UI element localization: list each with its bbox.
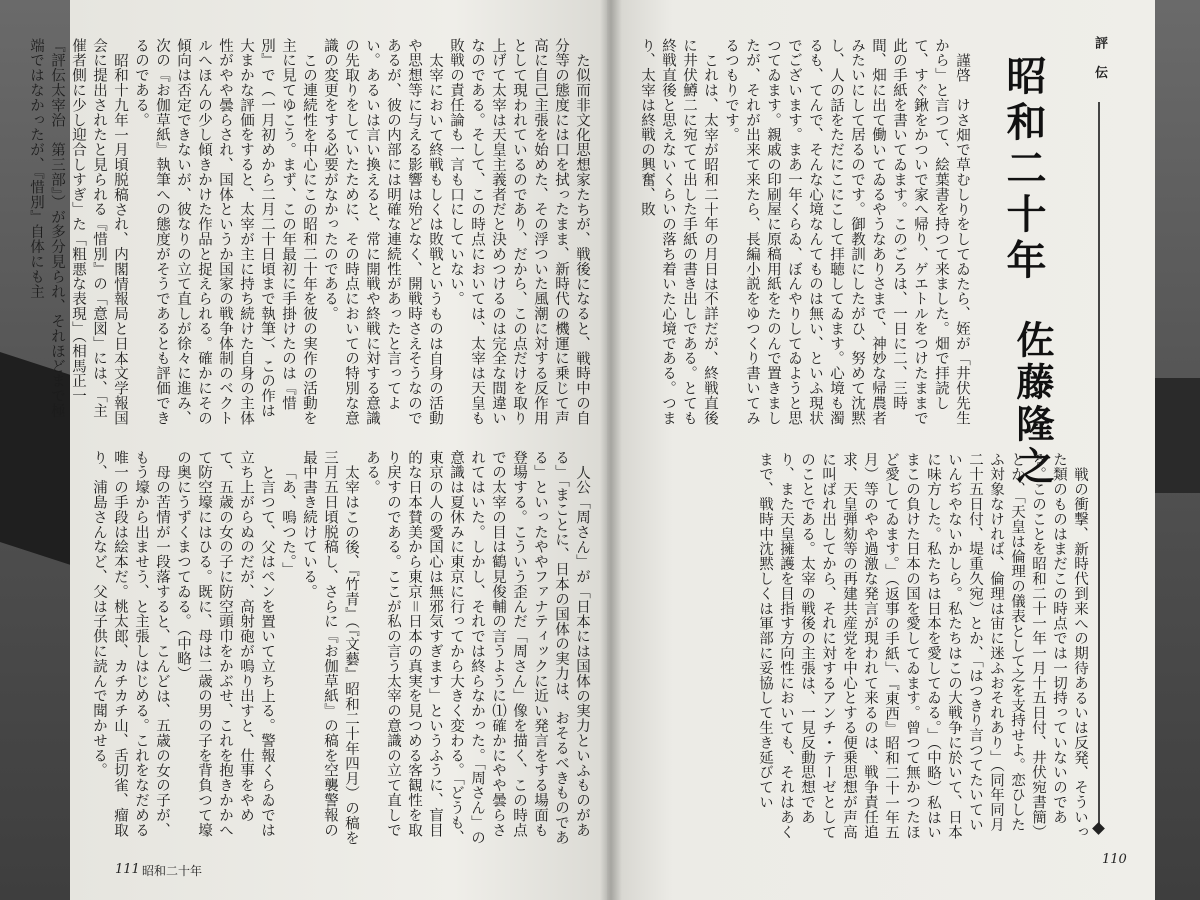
running-head: 評 伝 [1092, 36, 1107, 85]
paragraph: た似而非文化思想家たちが、戦後になると、戦時中の自分等の態度には口を拭ったまま、新時代の機運に乗じて声高に自己主張を始めた、その浮ついた風潮に対する反作用として現われているのであり、だから、この点だけを取り上げて太宰は天皇主義者だと決めつけるのは完全な間違いなのである。そして、この時点においては、太宰は天皇も敗戦の責任論も一言も口にしていない。 [448, 38, 590, 426]
right-top-text [639, 38, 972, 430]
running-head-rule [1098, 102, 1100, 824]
paragraph: 太宰において終戦もしくは敗戦というものは自身の活動や思想等に与える影響は殆どなく、開戦時さえそうなのであるが、彼の内部には明確な連続性があったと言ってよい。あるいは言い換えると、常に開戦や終戦に対する意識の先取りをしていたために、その時点においての特別な意識の変更をする必要がなかったのである。 [322, 38, 443, 426]
paragraph: 人公「周さん」が「日本には国体の実力といふものがある」「まことに、日本の国体の実力は、おそるべきものである」といったややファナティックに近い発言をする場面も登場する。こういう歪んだ「周さん」像を描く、この時点での太宰の目は鶴見俊輔の言うように⑴確かにやや曇らされてはいた。しかし、それでは終らなかった。「周さん」の意識は夏休みに東京に行ってから大きく変わる。「どうも、東京の人の愛国心は無邪気すぎます」というふうに、盲目的な日本賛美から東京＝日本の真実を見つめる客観性を取り戻すのである。ここが私の言う太宰の意識の立て直しである。 [364, 450, 590, 846]
paragraph: 太宰はこの後、『竹青』（『文藝』昭和二十年四月）の稿を三月五日頃脱稿し、さらに『お伽草紙』の稿を空襲警報の最中書き続けている。 [301, 450, 359, 846]
paragraph: 戦の衝撃、新時代到来への期待あるいは反発、そういった類のものはまだこの時点では一切持っていないのである。このことを昭和二十一年一月十五日付、井伏宛書簡）とか、「天皇は倫理の儀表として之を支持せよ。恋ひしたふ対象なければ、倫理は宙に迷ふおそれあり」（同年同月二十五日付、堤重久宛）とか、「はつきり言つてたいていいんぢやないかしら。私たちはこの大戦争に於いて、日本に味方した。私たちは日本を愛してゐる。」（中略）私はいまこの負けた日本の国を愛してゐます。曾つて無かつたほど愛してゐます。」（返事の手紙」、『東西』昭和二十一年五月）等のやや過激な発言が現われて来るのは、戦争責任追求、天皇弾劾等の再建共産党を中心とする便乗思想が声高に叫ばれ出してから、それに対するアンチ・テーゼとしてのことである。太宰の戦後の主張は、一見反動思想であり、また天皇擁護を目指す方向性においても、それはあくまで、戦時中沈黙しくは軍部に妥協して生き延びてい [757, 452, 1088, 841]
left-top-text [28, 38, 592, 430]
footer-title: 昭和二十年 [142, 864, 203, 878]
page-number: 111 [115, 862, 140, 877]
left-bottom-text [91, 450, 592, 848]
paragraph: この連続性を中心にこの昭和二十年を彼の実作の活動を主に見てゆこう。まず、この年最初に手掛けたのは『惜別』で（一月初めから二月二十日頃まで執筆）、この作は大まかな評価をすると、太宰が主に持ち続けた自身の主体性がやや曇らされ、国体というか国家の戦争体制のベクトルへほんの少し傾きかけた作品と捉えられる。確かにその傾向は否定できないが、彼なりの立て直しが徐々に進み、次の『お伽草紙』執筆への態度がそうであるとも評価できるのである。 [133, 38, 317, 426]
quote-paragraph: と言つて、父はペンを置いて立ち上る。警報くらゐでは立ち上がらぬのだが、高射砲が鳴り出すと、仕事をやめて、五歳の女の子に防空頭巾をかぶせ、これを抱きかかへて防空壕にはひる。既に、母は二歳の男の子を背負つて壕の奥にうずくまつてゐる。（中略） [175, 450, 275, 838]
paragraph: これは、太宰が昭和二十年の月日は不詳だが、終戦直後に井伏鱒二に宛てて出した手紙の書き出しである。とても終戦直後と思えないくらいの落ち着いた心境である。つまり、太宰は終戦の興奮、敗 [639, 38, 718, 426]
quote-paragraph: 母の苦情が一段落すると、こんどは、五歳の女の子が、もう壕から出ませう、と主張しはじめる。これをなだめる唯一の手段は絵本だ。桃太郎、カチカチ山、舌切雀、瘤取り、浦島さんなど、父は子供に読んで聞かせる。 [91, 450, 170, 838]
paragraph: 昭和十九年一月頃脱稿され、内閣情報局と日本文学報国会に提出されたと見られる『惜別』の「意図」には、「主催者側に少し迎合しすぎ」た「粗悪な表現」（相馬正一『評伝太宰治 第三部』）が多分見られ、それほどまで極端ではなかったが、『惜別』自体にも主 [28, 38, 128, 425]
right-bottom-text [650, 452, 1090, 847]
paragraph: 謹啓 けさ畑で草むしりをしてゐたら、姪が「井伏先生から」と言つて、絵葉書を持つて来ました。畑で拝読して、すぐ鍬をかついで家へ帰り、ゲエトルをつけたままで此の手紙を書いてゐます。このごろは、一日に二、三時間、畑に出て働いてゐるやうなありさまで、神妙な帰農者みたいにして居るのです。御教訓にしたがひ、努めて沈黙し、人の話をただにこにこして拝聴してゐます。心境も濁るも、てんで、そんな心境なんてものは無い、といふ現状でございます。まあ一年くらゐ、ぼんやりしてゐようと思つてゐます。親戚の印刷屋に原稿用紙をたのんで置きましたが、それが出来て来たら、長編小説をゆつくり書いてみるつもりです。 [723, 38, 970, 426]
book-gutter [600, 0, 622, 900]
author-name: 佐藤隆之 [1010, 320, 1055, 488]
quote-line: 「あ、鳴つた。」 [280, 464, 296, 577]
page-number: 110 [1102, 852, 1127, 867]
chapter-title: 昭和二十年 [1000, 55, 1047, 285]
